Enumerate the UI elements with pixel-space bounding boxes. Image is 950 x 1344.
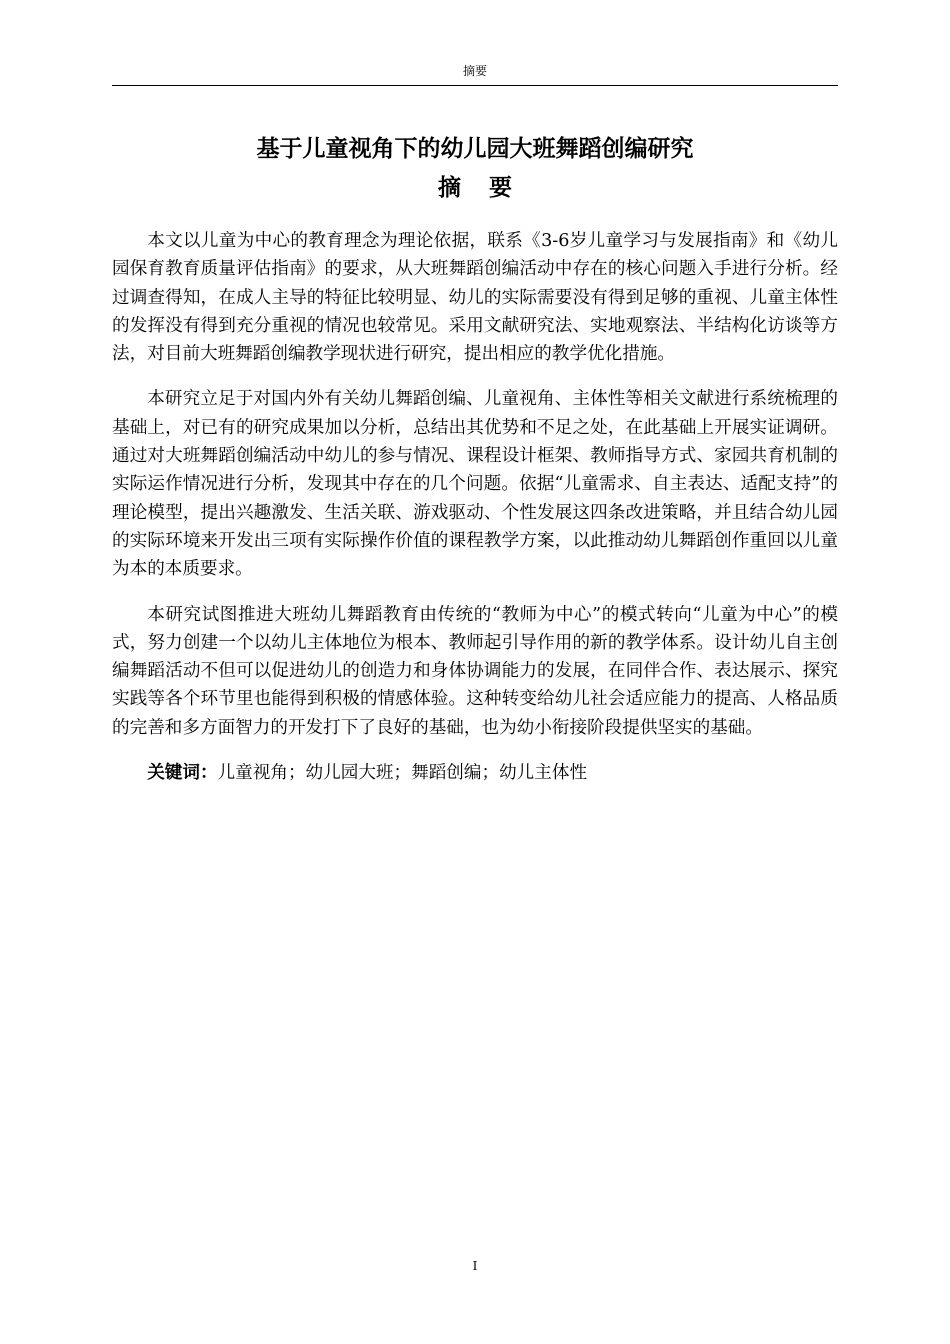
document-title: 基于儿童视角下的幼儿园大班舞蹈创编研究 <box>256 136 694 162</box>
keywords-label: 关键词： <box>147 763 218 784</box>
abstract-paragraph-3: 本研究试图推进大班幼儿舞蹈教育由传统的“教师为中心”的模式转向“儿童为中心”的模式，努力创建一个以幼儿主体地位为根本、教师起引导作用的新的教学体系。设计幼儿自主创编舞蹈活动不但可以促进幼儿的创造力和身体协调能力的发展，在同伴合作、表达展示、探究实践等各个环节里也能得到积极的情感体验。这种转变给幼儿社会适应能力的提高、人格品质的完善和多方面智力的开发打下了良好的基础，也为幼小衔接阶段提供坚实的基础。 <box>112 604 838 738</box>
running-header: 摘要 <box>462 64 487 78</box>
abstract-heading: 摘 要 <box>437 175 522 201</box>
keywords-text: 儿童视角；幼儿园大班；舞蹈创编；幼儿主体性 <box>217 763 588 784</box>
abstract-body <box>112 227 838 787</box>
page-number: I <box>472 1259 478 1273</box>
keywords-line <box>112 759 838 787</box>
header-rule <box>112 85 838 86</box>
abstract-paragraph-2: 本研究立足于对国内外有关幼儿舞蹈创编、儿童视角、主体性等相关文献进行系统梳理的基础上，对已有的研究成果加以分析，总结出其优势和不足之处，在此基础上开展实证调研。通过对大班舞蹈创编活动中幼儿的参与情况、课程设计框架、教师指导方式、家园共育机制的实际运作情况进行分析，发现其中存在的几个问题。依据“儿童需求、自主表达、适配支持”的理论模型，提出兴趣激发、生活关联、游戏驱动、个性发展这四条改进策略，并且结合幼儿园的实际环境来开发出三项有实际操作价值的课程教学方案，以此推动幼儿舞蹈创作重回以儿童为本的本质要求。 <box>112 389 838 580</box>
abstract-paragraph-1: 本文以儿童为中心的教育理念为理论依据，联系《3-6岁儿童学习与发展指南》和《幼儿园保育教育质量评估指南》的要求，从大班舞蹈创编活动中存在的核心问题入手进行分析。经过调查得知，在成人主导的特征比较明显、幼儿的实际需要没有得到足够的重视、儿童主体性的发挥没有得到充分重视的情况也较常见。采用文献研究法、实地观察法、半结构化访谈等方法，对目前大班舞蹈创编教学现状进行研究，提出相应的教学优化措施。 <box>112 231 838 365</box>
